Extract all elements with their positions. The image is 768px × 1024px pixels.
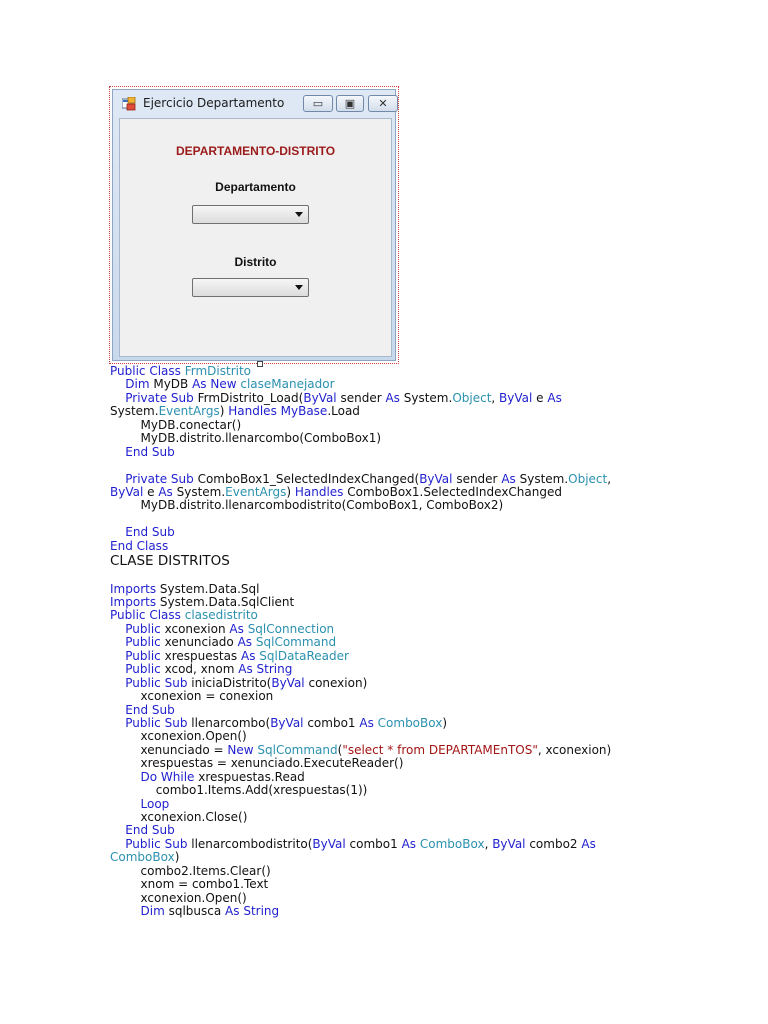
code-token: xenunciado [164, 635, 238, 650]
code-token: xconexion [164, 621, 230, 636]
code-line [110, 432, 750, 445]
code-token: sender [340, 390, 386, 405]
code-token: ByVal [499, 390, 537, 405]
code-listing [110, 365, 750, 919]
code-token: End Sub [125, 702, 175, 717]
code-line [110, 365, 750, 378]
code-line [110, 486, 750, 499]
code-token: combo1.Items.Add(xrespuestas(1)) [110, 783, 368, 798]
code-token: , [491, 390, 500, 405]
clasedistrito-code-block [110, 569, 750, 918]
code-token [110, 635, 125, 649]
code-token: Imports [110, 595, 160, 609]
code-token: System. [519, 471, 569, 486]
code-token: Loop [140, 796, 170, 811]
code-token: ) [286, 484, 295, 499]
code-token: ByVal [312, 836, 350, 851]
code-token: MyDB.distrito.llenarcombo(ComboBox1) [110, 431, 382, 446]
code-line [110, 623, 750, 636]
code-line [110, 650, 750, 663]
code-token: As [359, 715, 378, 730]
code-token: Handles [294, 484, 348, 499]
code-token: As [237, 635, 256, 650]
code-token: xconexion = conexion [110, 689, 274, 704]
code-token: Public Sub [125, 675, 192, 690]
code-token: System. [110, 404, 159, 419]
code-token: xrespuestas = xenunciado.ExecuteReader() [110, 756, 404, 771]
code-token: xconexion.Close() [110, 810, 248, 824]
code-token: Public [125, 648, 165, 663]
code-token: ) [219, 404, 229, 419]
clase-distritos-heading: CLASE DISTRITOS [110, 553, 230, 570]
code-token: Public [125, 621, 165, 636]
code-token: MyDB.distrito.llenarcombodistrito(ComboBox1, ComboBox2) [110, 498, 504, 513]
code-token: ByVal [419, 471, 457, 486]
code-line [110, 663, 750, 676]
form-client-area [119, 118, 392, 357]
code-token: As [547, 390, 562, 405]
code-line [110, 811, 750, 824]
code-token: End Sub [125, 444, 175, 459]
code-token: clasedistrito [184, 608, 258, 623]
code-token: Public Sub [125, 715, 192, 730]
code-line [110, 905, 750, 918]
code-token [110, 837, 125, 851]
code-token: Object [568, 471, 608, 486]
code-token: llenarcombodistrito( [191, 836, 313, 851]
code-line [110, 690, 750, 703]
code-line [110, 446, 750, 459]
close-button[interactable]: ✕ [368, 95, 398, 112]
code-token: Handles MyBase [228, 404, 328, 419]
code-token: ByVal [270, 715, 308, 730]
distrito-label: Distrito [234, 255, 277, 269]
form-designer-frame [109, 86, 399, 364]
code-line [110, 540, 750, 553]
code-token: End Sub [125, 823, 175, 838]
code-token: As [240, 648, 260, 663]
distrito-combobox[interactable] [192, 278, 309, 297]
code-token: As [581, 836, 596, 851]
code-token: As [229, 621, 248, 636]
code-token: ( [337, 742, 343, 757]
code-line [110, 838, 750, 851]
code-token: System. [403, 390, 453, 405]
code-token: MyDB.conectar() [110, 417, 242, 432]
code-token [110, 525, 125, 539]
code-token: As [401, 836, 420, 851]
code-token: xconexion.Open() [110, 729, 247, 744]
code-token: ByVal [271, 675, 309, 690]
code-token: Private Sub [125, 390, 198, 405]
code-token: xnom = combo1.Text [110, 877, 269, 892]
code-token: claseManejador [240, 377, 335, 392]
code-token: EventArgs [225, 484, 287, 499]
code-token: EventArgs [158, 404, 220, 419]
code-line [110, 513, 750, 526]
code-token [110, 703, 125, 717]
code-line [110, 569, 750, 582]
code-token: xconexion.Open() [110, 890, 247, 905]
code-token: Public Sub [125, 836, 192, 851]
chevron-down-icon [295, 212, 303, 217]
code-token: xrespuestas [164, 648, 241, 663]
minimize-button[interactable]: ▭ [303, 95, 333, 112]
code-token: ComboBox [110, 850, 175, 865]
code-token: xrespuestas.Read [198, 769, 305, 784]
code-line [110, 851, 750, 864]
code-line [110, 636, 750, 649]
code-token: e [147, 484, 159, 499]
code-line [110, 473, 750, 486]
code-line [110, 704, 750, 717]
code-token: e [536, 390, 548, 405]
code-line [110, 378, 750, 391]
code-token: ComboBox1.SelectedIndexChanged [347, 484, 562, 499]
code-line [110, 717, 750, 730]
code-line [110, 892, 750, 905]
code-token: .Load [327, 404, 360, 419]
code-token: Public Class [110, 364, 185, 378]
code-token: , [607, 471, 612, 486]
code-token [110, 391, 125, 405]
code-token: ByVal [492, 836, 530, 851]
code-line [110, 878, 750, 891]
code-line [110, 459, 750, 472]
form-heading: DEPARTAMENTO-DISTRITO [175, 144, 336, 158]
code-line [110, 583, 750, 596]
code-token: Do While [140, 769, 199, 784]
code-token [110, 904, 141, 918]
code-token: ByVal [303, 390, 341, 405]
title-bar[interactable] [113, 90, 395, 116]
code-line [110, 784, 750, 797]
code-token: , xconexion) [537, 742, 612, 757]
code-token: As String [225, 904, 280, 919]
code-token [110, 797, 141, 811]
code-token: As New [192, 377, 241, 392]
frmdistrito-code-block [110, 365, 750, 553]
code-token: System.Data.Sql [159, 581, 260, 596]
code-token: Dim [140, 904, 169, 919]
code-token: As [501, 471, 520, 486]
code-token: sqlbusca [168, 904, 226, 919]
code-token: End Sub [125, 525, 175, 540]
code-token: End Class [110, 538, 169, 553]
code-token [110, 662, 125, 676]
code-token: SqlDataReader [259, 648, 349, 663]
code-token: Dim [125, 377, 154, 392]
code-line [110, 744, 750, 757]
maximize-button[interactable]: ▣ [336, 95, 364, 112]
code-token: iniciaDistrito( [191, 675, 272, 690]
code-token: Public [125, 635, 165, 650]
code-token [110, 770, 141, 784]
code-token: SqlConnection [247, 621, 335, 636]
app-icon [122, 97, 136, 111]
code-token: ComboBox1_SelectedIndexChanged( [197, 471, 420, 486]
code-token: FrmDistrito_Load( [197, 390, 304, 405]
code-line [110, 419, 750, 432]
code-token: ByVal [110, 484, 148, 499]
code-line [110, 609, 750, 622]
code-token: ComboBox [377, 715, 443, 730]
code-token: SqlCommand [255, 635, 337, 650]
code-token [110, 716, 125, 730]
code-token [110, 472, 125, 486]
window-title: Ejercicio Departamento [143, 96, 285, 110]
code-token [110, 676, 125, 690]
code-token: "select * from DEPARTAMEnTOS" [342, 742, 538, 757]
departamento-label: Departamento [215, 180, 296, 194]
code-token: As [385, 390, 404, 405]
code-line [110, 757, 750, 770]
code-token [110, 445, 125, 459]
code-line [110, 798, 750, 811]
code-token: combo1 [307, 715, 360, 730]
code-line [110, 865, 750, 878]
code-line [110, 824, 750, 837]
code-line [110, 526, 750, 539]
code-line [110, 730, 750, 743]
chevron-down-icon [295, 285, 303, 290]
departamento-combobox[interactable] [192, 205, 309, 224]
code-line [110, 392, 750, 405]
code-token: ) [442, 715, 448, 730]
code-line [110, 677, 750, 690]
code-token: FrmDistrito [184, 364, 252, 378]
code-line [110, 405, 750, 418]
code-token [110, 823, 125, 837]
code-token: As String [238, 662, 293, 677]
code-line [110, 771, 750, 784]
code-token: Private Sub [125, 471, 198, 486]
code-token: SqlCommand [257, 742, 338, 757]
code-token: sender [456, 471, 502, 486]
code-token: combo2 [529, 836, 582, 851]
code-token [110, 622, 125, 636]
code-token: conexion) [308, 675, 368, 690]
code-token: ) [174, 850, 180, 865]
code-token: llenarcombo( [191, 715, 271, 730]
code-token: Public Class [110, 608, 185, 623]
code-line [110, 499, 750, 512]
code-token: ComboBox [419, 836, 485, 851]
code-token: , [484, 836, 493, 851]
code-token: xenunciado = [110, 742, 228, 757]
code-line [110, 596, 750, 609]
code-token: combo2.Items.Clear() [110, 863, 271, 878]
code-token: System.Data.SqlClient [159, 595, 295, 609]
code-token: As [158, 484, 177, 499]
code-token: New [227, 742, 258, 757]
code-token: Imports [110, 581, 160, 596]
code-token: combo1 [349, 836, 402, 851]
code-token: xcod, xnom [164, 662, 239, 677]
code-token: System. [176, 484, 226, 499]
code-token [110, 649, 125, 663]
code-token: MyDB [153, 377, 193, 392]
code-token [110, 377, 125, 391]
code-token: Object [452, 390, 492, 405]
form-window [112, 89, 396, 361]
code-token: Public [125, 662, 165, 677]
